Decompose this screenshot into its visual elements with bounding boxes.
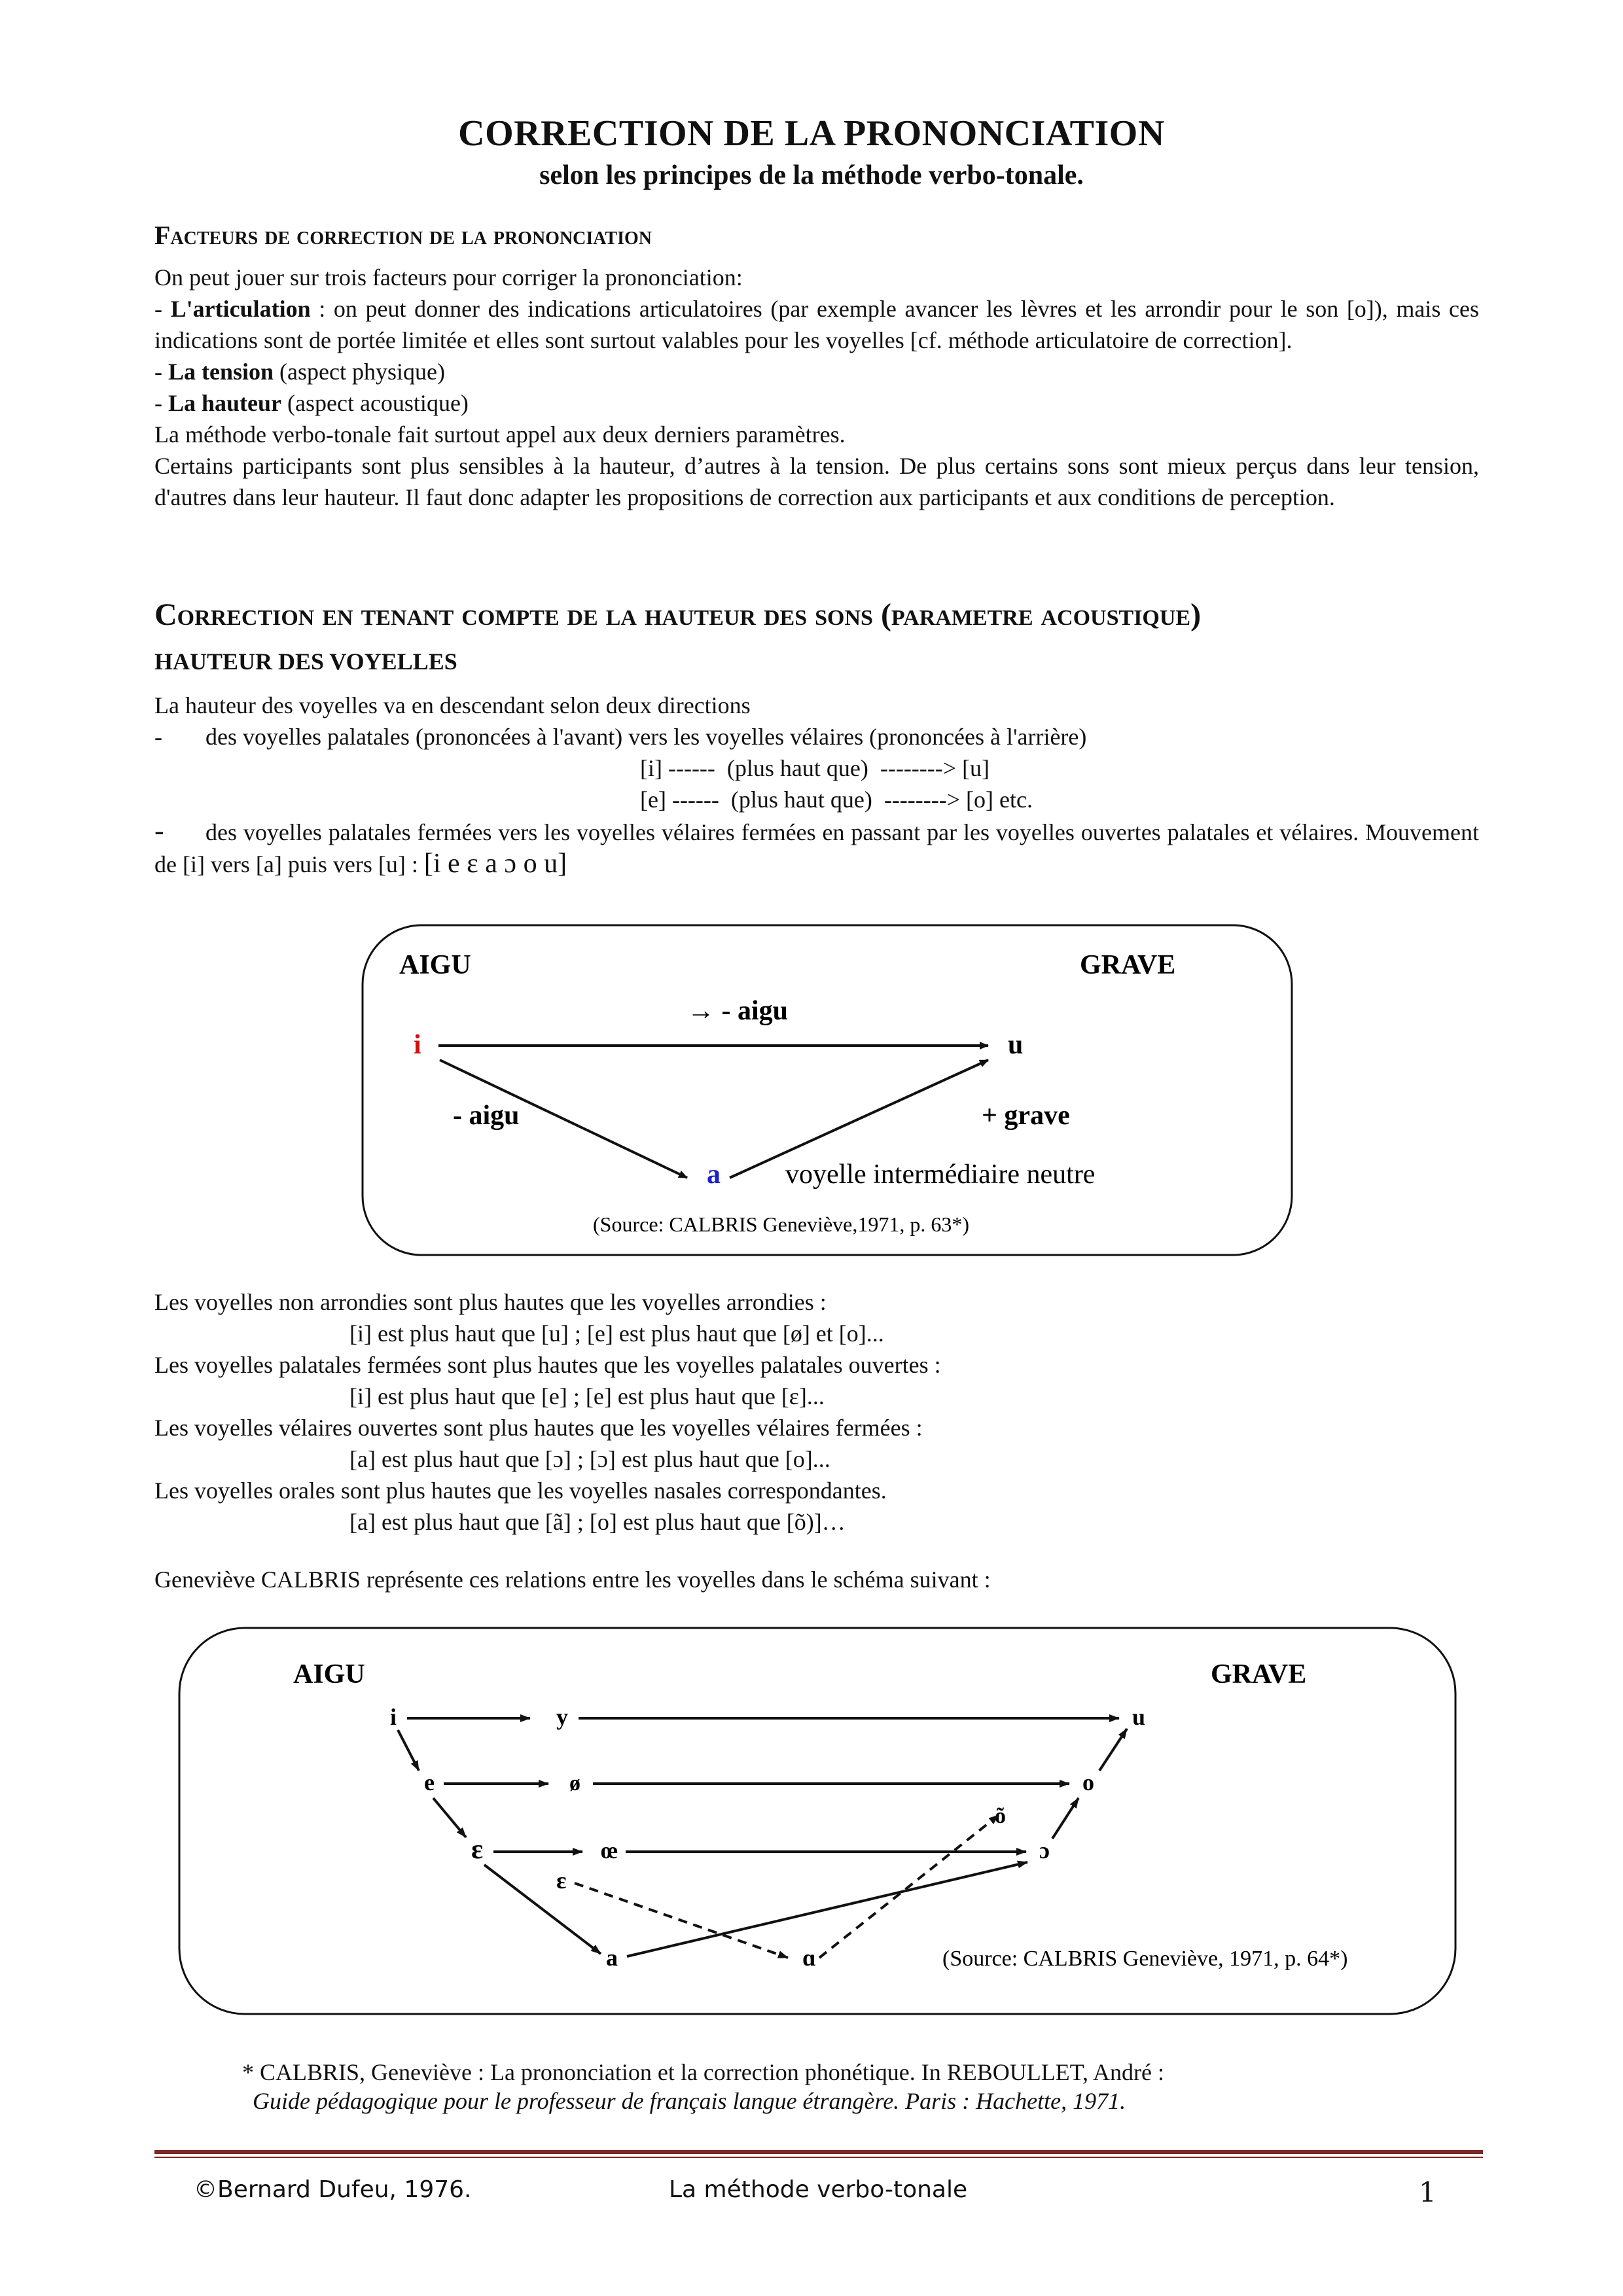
vowel-u: u xyxy=(1008,1030,1024,1060)
vowel-height-body xyxy=(154,690,1479,880)
vowel-a: a xyxy=(606,1945,618,1971)
arrow-epsilon-a xyxy=(484,1865,601,1954)
factor-tension: - La tension (aspect physique) xyxy=(154,359,445,385)
diagram1-source: (Source: CALBRIS Geneviève,1971, p. 63*) xyxy=(593,1212,970,1236)
left-edge-label: - aigu xyxy=(453,1101,520,1131)
section-heading-correction: Correction en tenant compte de la hauteur des sons (parametre acoustique) xyxy=(154,597,1202,632)
aigu-label: AIGU xyxy=(399,950,471,980)
factors-body xyxy=(154,262,1479,513)
vowel-oe: œ xyxy=(601,1837,618,1863)
direction-1: - des voyelles palatales (prononcées à l'avant) vers les voyelles vélaires (prononcées à l'arrière) xyxy=(154,724,1087,750)
comparison-example: [a] est plus haut que [ɔ] ; [ɔ] est plus haut que [o]... xyxy=(349,1446,830,1472)
factor-tension-text: (aspect physique) xyxy=(274,359,445,385)
vowel-epsilon: ɛ xyxy=(471,1835,483,1865)
footer-copyright: ©Bernard Dufeu, 1976. xyxy=(194,2176,472,2203)
page-number: 1 xyxy=(1419,2176,1436,2208)
vowel-a: a xyxy=(707,1159,721,1190)
arrow-openo-o xyxy=(1052,1798,1079,1839)
grave-label: GRAVE xyxy=(1211,1659,1307,1689)
diagram2-source: (Source: CALBRIS Geneviève, 1971, p. 64*) xyxy=(942,1947,1348,1971)
top-arrow-label: → - aigu xyxy=(687,996,789,1026)
comparison-list xyxy=(154,1286,1479,1538)
factor-articulation: - L'articulation : on peut donner des indications articulatoires (par exemple avancer les lèvres et les arrondir pour le son [o]), mais ces indications sont de portée limitée et elles sont surtout valables pour les voyelles [cf. méthode articulatoire de correction]. xyxy=(154,296,1479,353)
vowel-u: u xyxy=(1132,1704,1146,1730)
vowel-epsilon-nasal: ɛ xyxy=(556,1867,567,1894)
direction-2: - des voyelles palatales fermées vers les voyelles vélaires fermées en passant par les voyelles ouvertes palatales et vélaires. Mouvement de [i] vers [a] puis vers [u] : [i e ɛ a ɔ o u] xyxy=(154,815,1479,879)
factor-height: - La hauteur (aspect acoustique) xyxy=(154,390,469,416)
factor-height-term: La hauteur xyxy=(168,390,282,416)
factor-height-text: (aspect acoustique) xyxy=(281,390,469,416)
right-edge-label: + grave xyxy=(982,1101,1070,1131)
comparison-example: [i] est plus haut que [e] ; [e] est plus haut que [ɛ]... xyxy=(349,1383,825,1409)
vowel-height-intro: La hauteur des voyelles va en descendant selon deux directions xyxy=(154,692,751,718)
comparison-example: [i] est plus haut que [u] ; [e] est plus haut que [ø] et [o]... xyxy=(349,1320,884,1347)
vowel-triangle-diagram xyxy=(360,923,1296,1263)
factor-tension-term: La tension xyxy=(168,359,274,385)
aigu-label: AIGU xyxy=(293,1659,365,1689)
section-heading-factors: Facteurs de correction de la prononciation xyxy=(154,221,652,250)
footnote-line-2: Guide pédagogique pour le professeur de français langue étrangère. Paris : Hachette, 1971. xyxy=(253,2088,1126,2114)
example-1: [i] ------ (plus haut que) --------> [u] xyxy=(640,755,990,781)
factors-intro: On peut jouer sur trois facteurs pour corriger la prononciation: xyxy=(154,264,743,291)
grave-label: GRAVE xyxy=(1080,950,1176,980)
footer-title: La méthode verbo-tonale xyxy=(669,2176,968,2203)
vowel-i: i xyxy=(390,1704,397,1730)
comparison-rule: Les voyelles non arrondies sont plus hautes que les voyelles arrondies : xyxy=(154,1289,827,1315)
dashed-arrow-alpha-onasal xyxy=(819,1815,999,1958)
arrow-o-u xyxy=(1099,1729,1127,1771)
page-subtitle: selon les principes de la méthode verbo-tonale. xyxy=(539,160,1084,190)
vowel-open-o: ɔ xyxy=(1039,1837,1050,1863)
footnote-line-1: * CALBRIS, Geneviève : La prononciation et la correction phonétique. In REBOULLET, André : xyxy=(242,2059,1164,2085)
factors-para2: Certains participants sont plus sensibles à la hauteur, d’autres à la tension. De plus certains sons sont mieux perçus dans leur tension, d'autres dans leur hauteur. Il faut donc adapter les propositions de correction aux participants et aux conditions de perception. xyxy=(154,453,1479,510)
comparison-rule: Les voyelles vélaires ouvertes sont plus hautes que les voyelles vélaires fermées : xyxy=(154,1415,923,1441)
footer-rule-thin xyxy=(154,2157,1483,2158)
comparison-rule: Les voyelles orales sont plus hautes que les voyelles nasales correspondantes. xyxy=(154,1477,887,1504)
vowel-y: y xyxy=(556,1704,568,1730)
comparison-rule: Les voyelles palatales fermées sont plus hautes que les voyelles palatales ouvertes : xyxy=(154,1352,941,1378)
vowel-o: o xyxy=(1082,1769,1094,1795)
factor-articulation-term: L'articulation xyxy=(170,296,311,322)
vowel-series: [i e ɛ a ɔ o u] xyxy=(423,849,567,879)
vowel-i: i xyxy=(414,1030,421,1060)
arrow-a-openo xyxy=(627,1862,1027,1956)
factors-para1: La méthode verbo-tonale fait surtout appel aux deux derniers paramètres. xyxy=(154,421,846,448)
calbris-intro: Geneviève CALBRIS représente ces relations entre les voyelles dans le schéma suivant : xyxy=(154,1566,991,1593)
factor-articulation-text: : on peut donner des indications articulatoires (par exemple avancer les lèvres et les arrondir pour le son [o]), mais ces indications sont de portée limitée et elles sont surtout valables pour les voyelles [cf. méthode articulatoire de correction]. xyxy=(154,296,1479,353)
neutral-label: voyelle intermédiaire neutre xyxy=(785,1159,1096,1190)
subheading-vowel-height: HAUTEUR DES VOYELLES xyxy=(154,648,457,675)
vowel-relations-diagram xyxy=(177,1625,1459,2018)
arrow-e-epsilon xyxy=(433,1798,466,1837)
arrow-i-e xyxy=(398,1730,419,1771)
comparison-example: [a] est plus haut que [ã] ; [o] est plus haut que [õ)]… xyxy=(349,1509,846,1535)
footer-rule xyxy=(154,2150,1483,2154)
vowel-alpha: ɑ xyxy=(802,1945,816,1971)
page-title: CORRECTION DE LA PRONONCIATION xyxy=(458,113,1165,154)
vowel-o-nasal: õ xyxy=(995,1804,1006,1828)
example-2: [e] ------ (plus haut que) --------> [o] etc. xyxy=(640,786,1033,813)
vowel-e: e xyxy=(424,1769,435,1795)
vowel-o-slash: ø xyxy=(569,1771,580,1795)
